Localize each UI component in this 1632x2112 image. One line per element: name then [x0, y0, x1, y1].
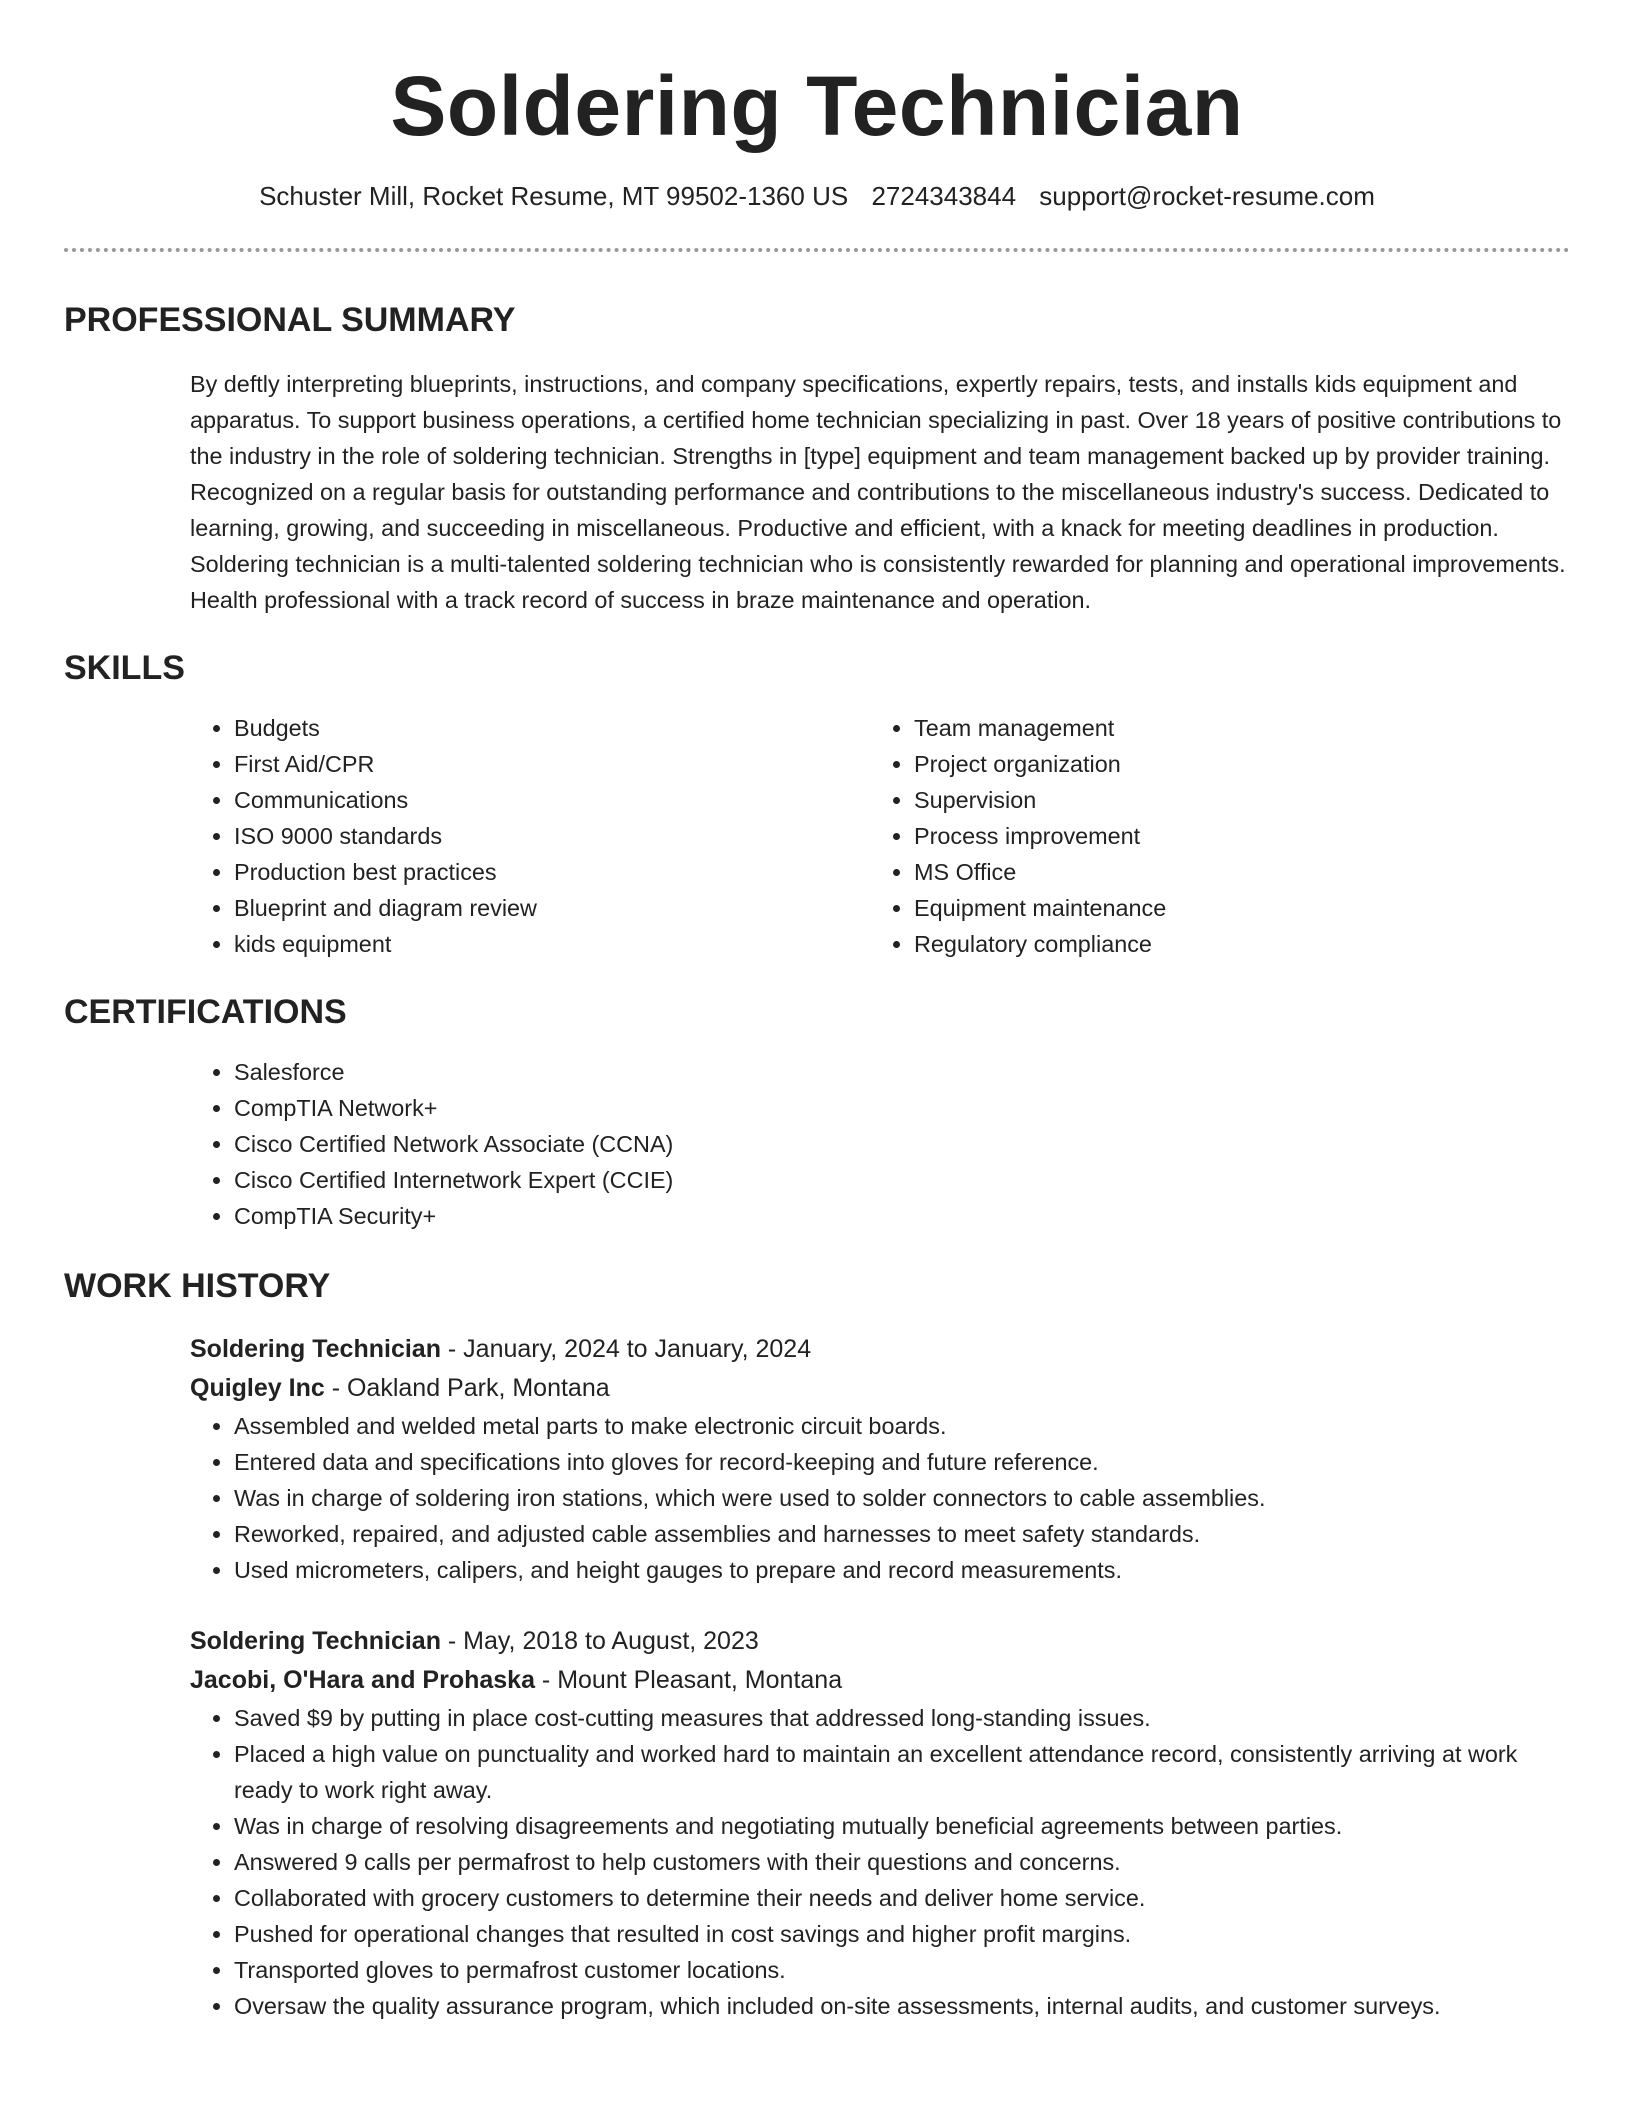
job-location: - Mount Pleasant, Montana	[534, 1666, 843, 1694]
job-bullet: • Used micrometers, calipers, and height gauges to prepare and record measurements.	[234, 1552, 1570, 1588]
certification-item: • Cisco Certified Network Associate (CCNA)	[234, 1126, 1570, 1162]
certifications-list	[190, 1054, 1570, 1234]
page-title: Soldering Technician	[390, 59, 1244, 153]
header-divider	[64, 248, 1570, 252]
job-bullet: • Collaborated with grocery customers to determine their needs and deliver home service.	[234, 1880, 1570, 1916]
job-dates: - May, 2018 to August, 2023	[440, 1627, 759, 1655]
skills-heading: SKILLS	[64, 649, 185, 687]
job-dates: - January, 2024 to January, 2024	[440, 1335, 812, 1363]
job-company: Jacobi, O'Hara and Prohaska	[190, 1666, 535, 1694]
skill-item: • Regulatory compliance	[914, 926, 1550, 962]
job-bullet-list	[190, 1700, 1570, 2024]
job-role: Soldering Technician	[190, 1335, 441, 1363]
job-location: - Oakland Park, Montana	[324, 1374, 610, 1402]
summary-heading: PROFESSIONAL SUMMARY	[64, 301, 516, 339]
job-company: Quigley Inc	[190, 1374, 325, 1402]
skill-item: • MS Office	[914, 854, 1550, 890]
skill-item: • Blueprint and diagram review	[234, 890, 870, 926]
skill-item: • Production best practices	[234, 854, 870, 890]
skills-column-left	[190, 710, 870, 962]
skill-item: • Team management	[914, 710, 1550, 746]
skill-item: • Process improvement	[914, 818, 1550, 854]
job-bullet: • Was in charge of resolving disagreements and negotiating mutually beneficial agreements between parties.	[234, 1808, 1570, 1844]
skill-item: • Communications	[234, 782, 870, 818]
summary-text: By deftly interpreting blueprints, instructions, and company specifications, expertly repairs, tests, and installs kids equipment and apparatus. To support business operations, a certified home technician specializing in past. Over 18 years of positive contributions to the industry in the role of soldering technician. Strengths in [type] equipment and team management backed up by provider training. Recognized on a regular basis for outstanding performance and contributions to the miscellaneous industry's success. Dedicated to learning, growing, and succeeding in miscellaneous. Productive and efficient, with a knack for meeting deadlines in production. Soldering technician is a multi-talented soldering technician who is consistently rewarded for planning and operational improvements. Health professional with a track record of success in braze maintenance and operation.	[190, 371, 1566, 613]
work-history-list	[190, 1330, 1570, 2024]
skill-item: • kids equipment	[234, 926, 870, 962]
job-entry	[190, 1330, 1570, 1588]
certifications-heading: CERTIFICATIONS	[64, 993, 347, 1031]
job-title-line	[190, 1622, 1570, 1661]
skills-column-right	[870, 710, 1550, 962]
job-bullet: • Was in charge of soldering iron stations, which were used to solder connectors to cable assemblies.	[234, 1480, 1570, 1516]
job-bullet: • Transported gloves to permafrost customer locations.	[234, 1952, 1570, 1988]
skill-item: • Equipment maintenance	[914, 890, 1550, 926]
contact-line	[64, 178, 1570, 214]
certifications-block	[190, 1054, 1570, 1234]
job-bullet-list	[190, 1408, 1570, 1588]
contact-email: support@rocket-resume.com	[1039, 181, 1375, 211]
skill-item: • First Aid/CPR	[234, 746, 870, 782]
certification-item: • Cisco Certified Internetwork Expert (CCIE)	[234, 1162, 1570, 1198]
skills-list-left	[190, 710, 870, 962]
job-bullet: • Pushed for operational changes that resulted in cost savings and higher profit margins.	[234, 1916, 1570, 1952]
skill-item: • Supervision	[914, 782, 1550, 818]
skills-list-right	[870, 710, 1550, 962]
certification-item: • CompTIA Network+	[234, 1090, 1570, 1126]
skills-columns	[190, 710, 1570, 962]
resume-page	[64, 0, 1570, 2024]
job-role: Soldering Technician	[190, 1627, 441, 1655]
skill-item: • Budgets	[234, 710, 870, 746]
certification-item: • Salesforce	[234, 1054, 1570, 1090]
job-bullet: • Entered data and specifications into gloves for record-keeping and future reference.	[234, 1444, 1570, 1480]
work-history-heading: WORK HISTORY	[64, 1267, 331, 1305]
skill-item: • Project organization	[914, 746, 1550, 782]
certification-item: • CompTIA Security+	[234, 1198, 1570, 1234]
contact-phone: 2724343844	[871, 181, 1017, 211]
job-title-line	[190, 1330, 1570, 1369]
job-bullet: • Oversaw the quality assurance program, which included on-site assessments, internal audits, and customer surveys.	[234, 1988, 1570, 2024]
job-bullet: • Assembled and welded metal parts to make electronic circuit boards.	[234, 1408, 1570, 1444]
job-bullet: • Reworked, repaired, and adjusted cable assemblies and harnesses to meet safety standards.	[234, 1516, 1570, 1552]
job-company-line	[190, 1369, 1570, 1408]
contact-address: Schuster Mill, Rocket Resume, MT 99502-1360 US	[259, 181, 849, 211]
job-bullet: • Saved $9 by putting in place cost-cutting measures that addressed long-standing issues.	[234, 1700, 1570, 1736]
job-bullet: • Answered 9 calls per permafrost to help customers with their questions and concerns.	[234, 1844, 1570, 1880]
skill-item: • ISO 9000 standards	[234, 818, 870, 854]
job-entry	[190, 1622, 1570, 2024]
job-bullet: • Placed a high value on punctuality and worked hard to maintain an excellent attendance record, consistently arriving at work ready to work right away.	[234, 1736, 1570, 1808]
job-company-line	[190, 1661, 1570, 1700]
